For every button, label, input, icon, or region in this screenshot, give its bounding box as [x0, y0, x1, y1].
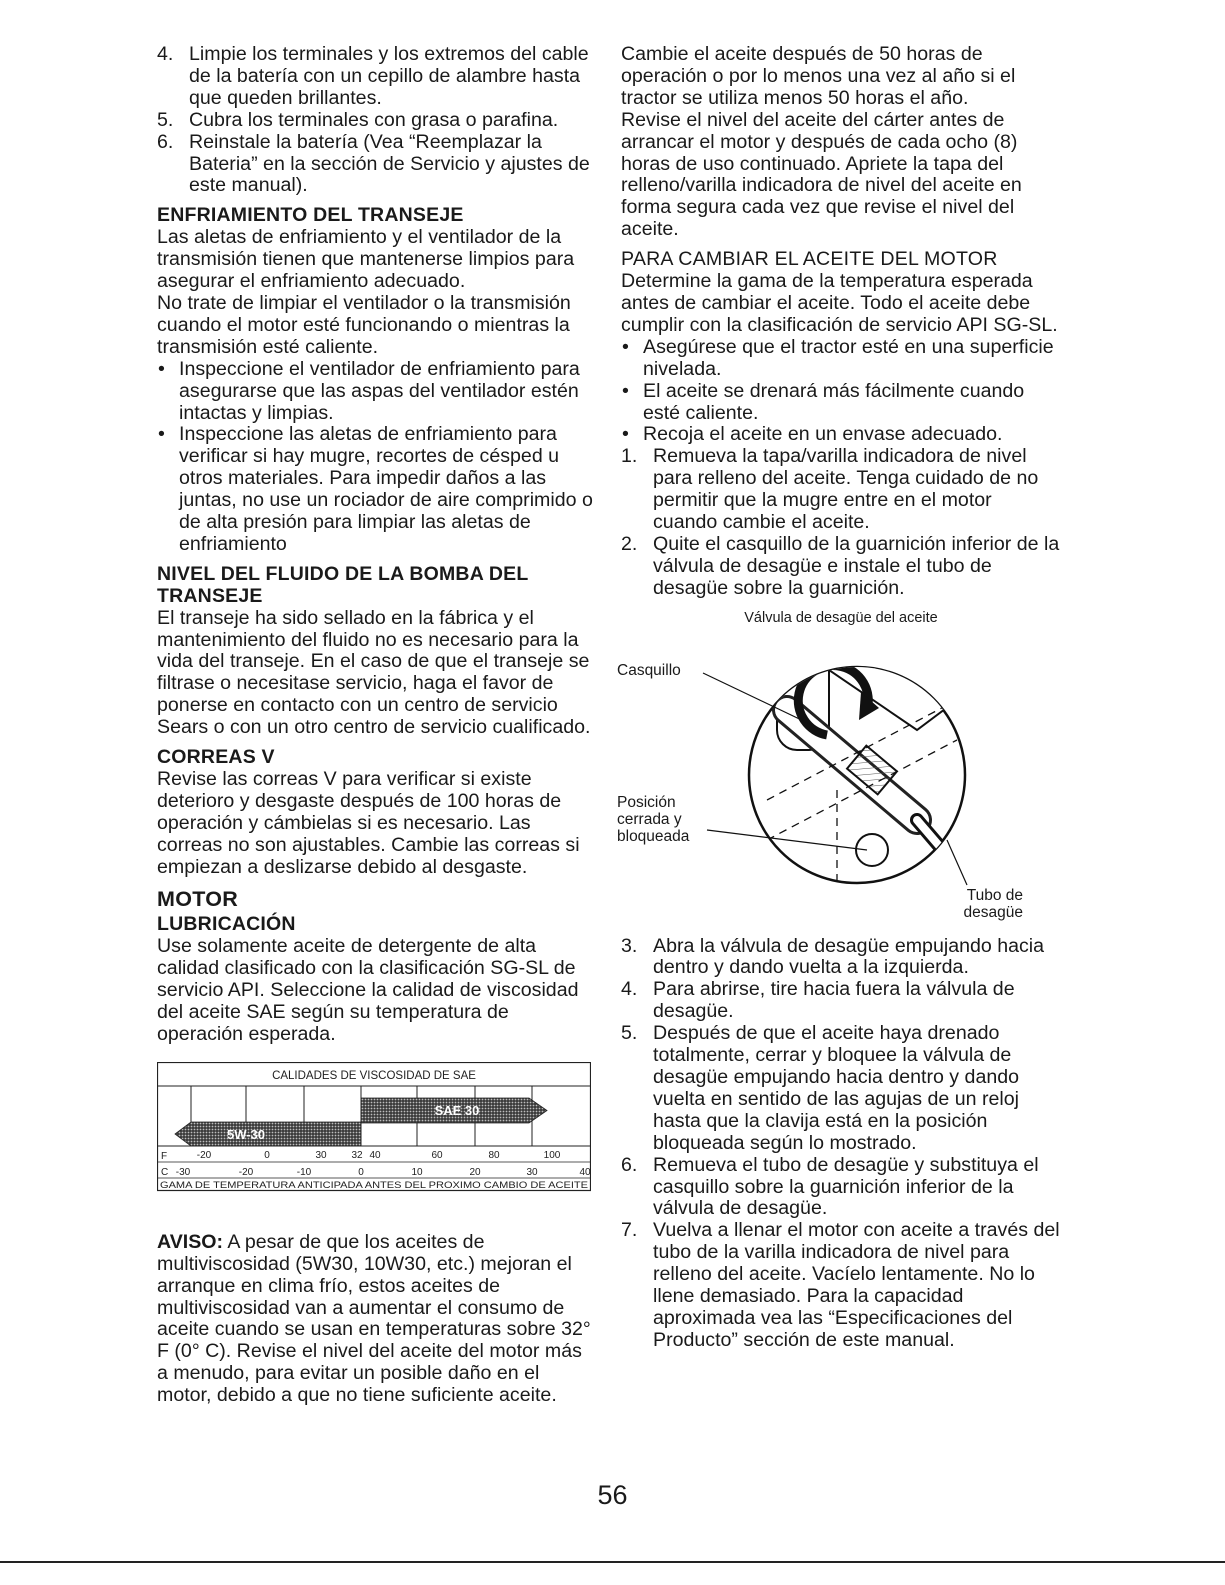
svg-text:20: 20: [469, 1166, 481, 1178]
paragraph: Las aletas de enfriamiento y el ventilador de la transmisión tienen que mantenerse limpios para asegurar el enfriamiento adecuado.: [157, 226, 575, 293]
bullet-icon: •: [158, 423, 165, 446]
paragraph: Revise las correas V para verificar si existe deterioro y desgaste después de 100 horas de operación y cámbielas si es necesario. Las correas no son ajustables. Cambie las correas si empiezan a deslizarse debido al desgaste.: [157, 768, 580, 878]
bullet-icon: •: [158, 357, 165, 380]
svg-text:30: 30: [526, 1166, 538, 1178]
svg-text:0: 0: [264, 1149, 270, 1161]
5w30-bar: [175, 1122, 361, 1146]
svg-text:-10: -10: [296, 1166, 312, 1178]
section-heading-motor: MOTOR: [157, 886, 239, 911]
subheading-lubricacion: LUBRICACIÓN: [157, 913, 296, 936]
svg-text:F: F: [161, 1150, 168, 1162]
svg-text:C: C: [161, 1166, 169, 1178]
list-item: 4. Para abrirse, tire hacia fuera la válvula de desagüe.: [621, 978, 1015, 1023]
chart-footer: GAMA DE TEMPERATURA ANTICIPADA ANTES DEL PROXIMO CAMBIO DE ACEITE: [160, 1179, 588, 1191]
svg-text:100: 100: [543, 1149, 561, 1161]
paragraph: Revise el nivel del aceite del cárter antes de arrancar el motor y después de cada ocho (8) horas de uso continuado. Apriete la tapa del relleno/varilla indicadora de nivel del aceite en forma segura cada vez que revise el nivel del aceite.: [621, 108, 1022, 241]
label-tubo-desague: Tubo de desagüe: [963, 886, 1023, 921]
svg-text:0: 0: [358, 1166, 364, 1178]
list-item: 1. Remueva la tapa/varilla indicadora de nivel para relleno del aceite. Tenga cuidado de no permitir que la mugre entre en el motor cuando cambie el aceite.: [621, 445, 1039, 534]
bullet-item: • Asegúrese que el tractor esté en una superficie nivelada.: [622, 335, 1054, 380]
svg-text:40: 40: [579, 1166, 591, 1178]
right-column: [617, 43, 1061, 1352]
bullet-item: • Inspeccione las aletas de enfriamiento para verificar si hay mugre, recortes de césped u otros materiales. Para impedir daños a las juntas, no use un rociador de aire comprimido o de alta presión para limpiar las aletas de enfriamiento: [158, 423, 593, 555]
paragraph: El transeje ha sido sellado en la fábrica y el mantenimiento del fluido no es necesario para la vida del transeje. En el caso de que el transeje se filtrase o necesitase servicio, haga el favor de ponerse en contacto con un centro de servicio Sears o con un otro centro de servicio cualificado.: [157, 606, 591, 739]
left-column: [157, 44, 597, 1407]
section-heading-cambiar-aceite: PARA CAMBIAR EL ACEITE DEL MOTOR: [621, 248, 998, 271]
drain-valve-illustration: [617, 640, 1037, 910]
list-item: 6. Reinstale la batería (Vea “Reemplazar la Bateria” en la sección de Servicio y ajustes de este manual).: [157, 130, 590, 197]
label-posicion: Posición cerrada y bloqueada: [617, 793, 690, 845]
list-item: 7. Vuelva a llenar el motor con aceite a través del tubo de la varilla indicadora de nivel para relleno del aceite. Vacíelo lentamente. No lo llene demasiado. Para la capacidad aproximada vea las “Especificaciones del Producto” sección de este manual.: [621, 1219, 1060, 1351]
bottom-rule: [0, 1561, 1225, 1563]
bullet-icon: •: [622, 379, 629, 402]
bullet-icon: •: [622, 423, 629, 446]
aviso-paragraph: AVISO: A pesar de que los aceites de multiviscosidad (5W30, 10W30, etc.) mejoran el arranque en clima frío, estos aceites de multiviscosidad van a aumentar el consumo de aceite cuando se usan en temperaturas sobre 32° F (0° C). Revise el nivel del aceite del motor más a menudo, para evitar un posible daño en el motor, debido a que no tiene suficiente aceite.: [157, 1230, 591, 1407]
svg-text:40: 40: [369, 1149, 381, 1161]
list-item: 5. Cubra los terminales con grasa o parafina.: [157, 108, 559, 131]
page-number: 56: [597, 1480, 628, 1510]
bullet-item: • El aceite se drenará más fácilmente cuando esté caliente.: [622, 379, 1025, 424]
section-heading-correas: CORREAS V: [157, 746, 275, 769]
aviso-label: AVISO:: [157, 1230, 224, 1253]
paragraph: Cambie el aceite después de 50 horas de operación o por lo menos una vez al año si el tractor se utiliza menos 50 horas el año.: [621, 43, 1016, 109]
list-item: 3. Abra la válvula de desagüe empujando hacia dentro y dando vuelta a la izquierda.: [621, 934, 1045, 979]
sae30-label: SAE 30: [434, 1102, 480, 1118]
svg-text:32: 32: [351, 1149, 363, 1161]
paragraph: No trate de limpiar el ventilador o la transmisión cuando el motor esté funcionando o mientras la transmisión esté caliente.: [157, 291, 571, 358]
svg-text:80: 80: [488, 1149, 500, 1161]
c-scale: [161, 1167, 591, 1178]
bullet-item: • Inspeccione el ventilador de enfriamiento para asegurarse que las aspas del ventilador estén intactas y limpias.: [158, 357, 580, 424]
sae-chart-svg: [157, 1062, 591, 1210]
chart-title: CALIDADES DE VISCOSIDAD DE SAE: [272, 1069, 476, 1082]
f-scale: [161, 1150, 561, 1162]
svg-text:-20: -20: [238, 1166, 254, 1178]
bullet-icon: •: [622, 335, 629, 358]
section-heading-nivel: NIVEL DEL FLUIDO DE LA BOMBA DEL TRANSEJE: [157, 562, 529, 607]
bullet-item: • Recoja el aceite en un envase adecuado.: [622, 423, 1003, 446]
list-item: 6. Remueva el tubo de desagüe y substituya el casquillo sobre la guarnición inferior de la válvula de desagüe.: [621, 1153, 1039, 1220]
paragraph: Use solamente aceite de detergente de alta calidad clasificado con la clasificación SG-SL de servicio API. Seleccione la calidad de viscosidad del aceite SAE según su temperatura de operación esperada.: [157, 935, 579, 1045]
svg-text:10: 10: [411, 1166, 423, 1178]
list-item: 2. Quite el casquillo de la guarnición inferior de la válvula de desagüe e instale el tubo de desagüe sobre la guarnición.: [621, 532, 1060, 599]
drain-valve-figure: [617, 640, 1037, 936]
sae-viscosity-chart: [157, 1062, 597, 1216]
figure-caption: Válvula de desagüe del aceite: [744, 609, 938, 626]
list-item: 5. Después de que el aceite haya drenado totalmente, cerrar y bloquee la válvula de desagüe empujando hacia dentro y dando vuelta en sentido de las agujas de un reloj hasta que la clavija está en la posición bloqueada según lo mostrado.: [621, 1022, 1020, 1154]
svg-text:60: 60: [431, 1149, 443, 1161]
svg-text:-20: -20: [196, 1149, 212, 1161]
paragraph: Determine la gama de la temperatura esperada antes de cambiar el aceite. Todo el aceite debe cumplir con la clasificación de servicio API SG-SL.: [621, 270, 1058, 336]
label-casquillo: Casquillo: [617, 661, 681, 679]
5w30-label: 5W-30: [226, 1126, 266, 1142]
section-heading-enfriamiento: ENFRIAMIENTO DEL TRANSEJE: [157, 204, 464, 227]
svg-text:30: 30: [315, 1149, 327, 1161]
svg-text:-30: -30: [175, 1166, 191, 1178]
list-item: 4. Limpie los terminales y los extremos del cable de la batería con un cepillo de alambre hasta que queden brillantes.: [157, 43, 589, 109]
